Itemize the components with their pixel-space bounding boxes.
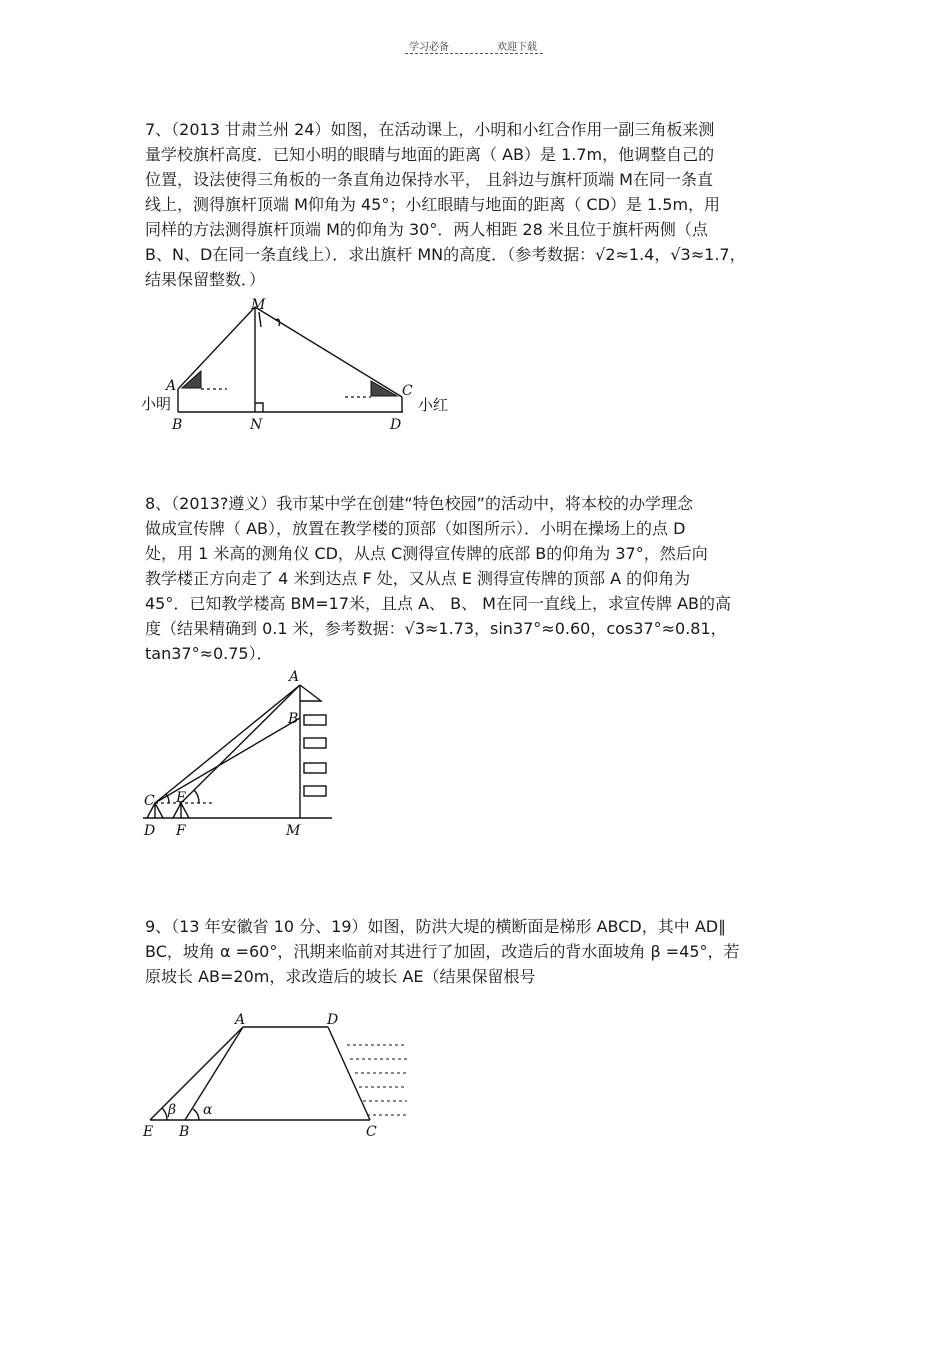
slope-ae xyxy=(150,1027,243,1120)
label-b: B xyxy=(179,1124,190,1140)
label-beta: β xyxy=(168,1102,177,1118)
text-line: tan37°≈0.75）． xyxy=(145,644,273,663)
problem-8-figure xyxy=(135,665,345,840)
problem-7-text xyxy=(145,117,810,292)
label-b: B xyxy=(172,417,183,433)
text-line: 线上，测得旗杆顶端 M仰角为 45°；小红眼睛与地面的距离（ CD）是 1.5m，用 xyxy=(145,195,721,214)
sightline-ea xyxy=(181,685,300,803)
header-divider xyxy=(405,53,543,54)
label-d: D xyxy=(327,1012,339,1028)
text-line: B、N、D在同一条直线上）．求出旗杆 MN的高度．（参考数据：√2≈1.4，√3≈1.7， xyxy=(145,245,746,264)
text-line: 结果保留整数．） xyxy=(145,270,266,289)
angle-arc-e xyxy=(194,790,199,803)
set-square-a xyxy=(182,371,201,388)
label-f: F xyxy=(176,823,186,839)
window-4 xyxy=(304,786,326,796)
sightline-am xyxy=(178,307,255,389)
text-line: 做成宣传牌（ AB），放置在教学楼的顶部（如图所示）．小明在操场上的点 D xyxy=(145,519,686,538)
caption-xiaohong: 小红 xyxy=(418,396,449,414)
text-line: 8、（2013?遵义）我市某中学在创建“特色校园”的活动中，将本校的办学理念 xyxy=(145,494,693,513)
label-e: E xyxy=(143,1124,154,1140)
label-m: M xyxy=(286,823,301,839)
set-square-c xyxy=(371,381,397,396)
label-alpha: α xyxy=(203,1102,213,1118)
label-c: C xyxy=(402,383,413,399)
sightline-c xyxy=(155,685,300,803)
label-d: D xyxy=(144,823,156,839)
text-line: 教学楼正方向走了 4 米到达点 F 处，又从点 E 测得宣传牌的顶部 A 的仰角为 xyxy=(145,569,691,588)
text-line: 位置，设法使得三角板的一条直角边保持水平， 且斜边与旗杆顶端 M在同一条直 xyxy=(145,170,713,189)
text-line: 原坡长 AB=20m，求改造后的坡长 AE（结果保留根号 xyxy=(145,967,536,986)
angle-arc-alpha xyxy=(193,1109,199,1120)
sign-ab xyxy=(300,685,321,701)
caption-xiaoming: 小明 xyxy=(141,395,172,413)
label-m: M xyxy=(251,297,266,313)
label-d: D xyxy=(390,417,402,433)
label-c: C xyxy=(144,793,155,809)
text-line: 处，用 1 米高的测角仪 CD，从点 C测得宣传牌的底部 B的仰角为 37°，然后向 xyxy=(145,544,708,563)
text-line: 度（结果精确到 0.1 米，参考数据：√3≈1.73，sin37°≈0.60，cos37°≈0.81， xyxy=(145,619,727,638)
slope-ab xyxy=(185,1027,243,1120)
label-a: A xyxy=(166,378,177,394)
problem-8-text xyxy=(145,491,810,666)
text-line: 7、（2013 甘肃兰州 24）如图，在活动课上，小明和小红合作用一副三角板来测 xyxy=(145,120,715,139)
problem-9-figure xyxy=(135,1010,415,1140)
text-line: BC，坡角 α =60°，汛期来临前对其进行了加固，改造后的背水面坡角 β =45°，若 xyxy=(145,942,740,961)
label-n: N xyxy=(250,417,263,433)
label-c: C xyxy=(366,1124,377,1140)
label-e: E xyxy=(176,790,187,806)
text-line: 9、（13 年安徽省 10 分、19）如图，防洪大堤的横断面是梯形 ABCD，其中 AD∥ xyxy=(145,917,727,936)
problem-9-text xyxy=(145,914,810,989)
text-line: 45°．已知教学楼高 BM=17米，且点 A、 B、 M在同一直线上，求宣传牌 AB的高 xyxy=(145,594,731,613)
problem-7-figure xyxy=(135,295,465,440)
window-1 xyxy=(304,715,326,725)
header-right-text: 欢迎下载 xyxy=(497,42,537,53)
angle-arc-beta xyxy=(162,1108,167,1120)
label-a: A xyxy=(235,1012,246,1028)
window-3 xyxy=(304,763,326,773)
label-a: A xyxy=(289,669,300,685)
text-line: 同样的方法测得旗杆顶端 M的仰角为 30°．两人相距 28 米且位于旗杆两侧（点 xyxy=(145,220,708,239)
text-line: 量学校旗杆高度．已知小明的眼睛与地面的距离（ AB）是 1.7m，他调整自己的 xyxy=(145,145,715,164)
label-b: B xyxy=(288,711,299,727)
flag-mark xyxy=(259,312,261,327)
window-2 xyxy=(304,738,326,748)
sightline-cm xyxy=(255,307,402,397)
right-angle-mark-n xyxy=(255,403,263,412)
header-left-text: 学习必备 xyxy=(409,42,449,53)
